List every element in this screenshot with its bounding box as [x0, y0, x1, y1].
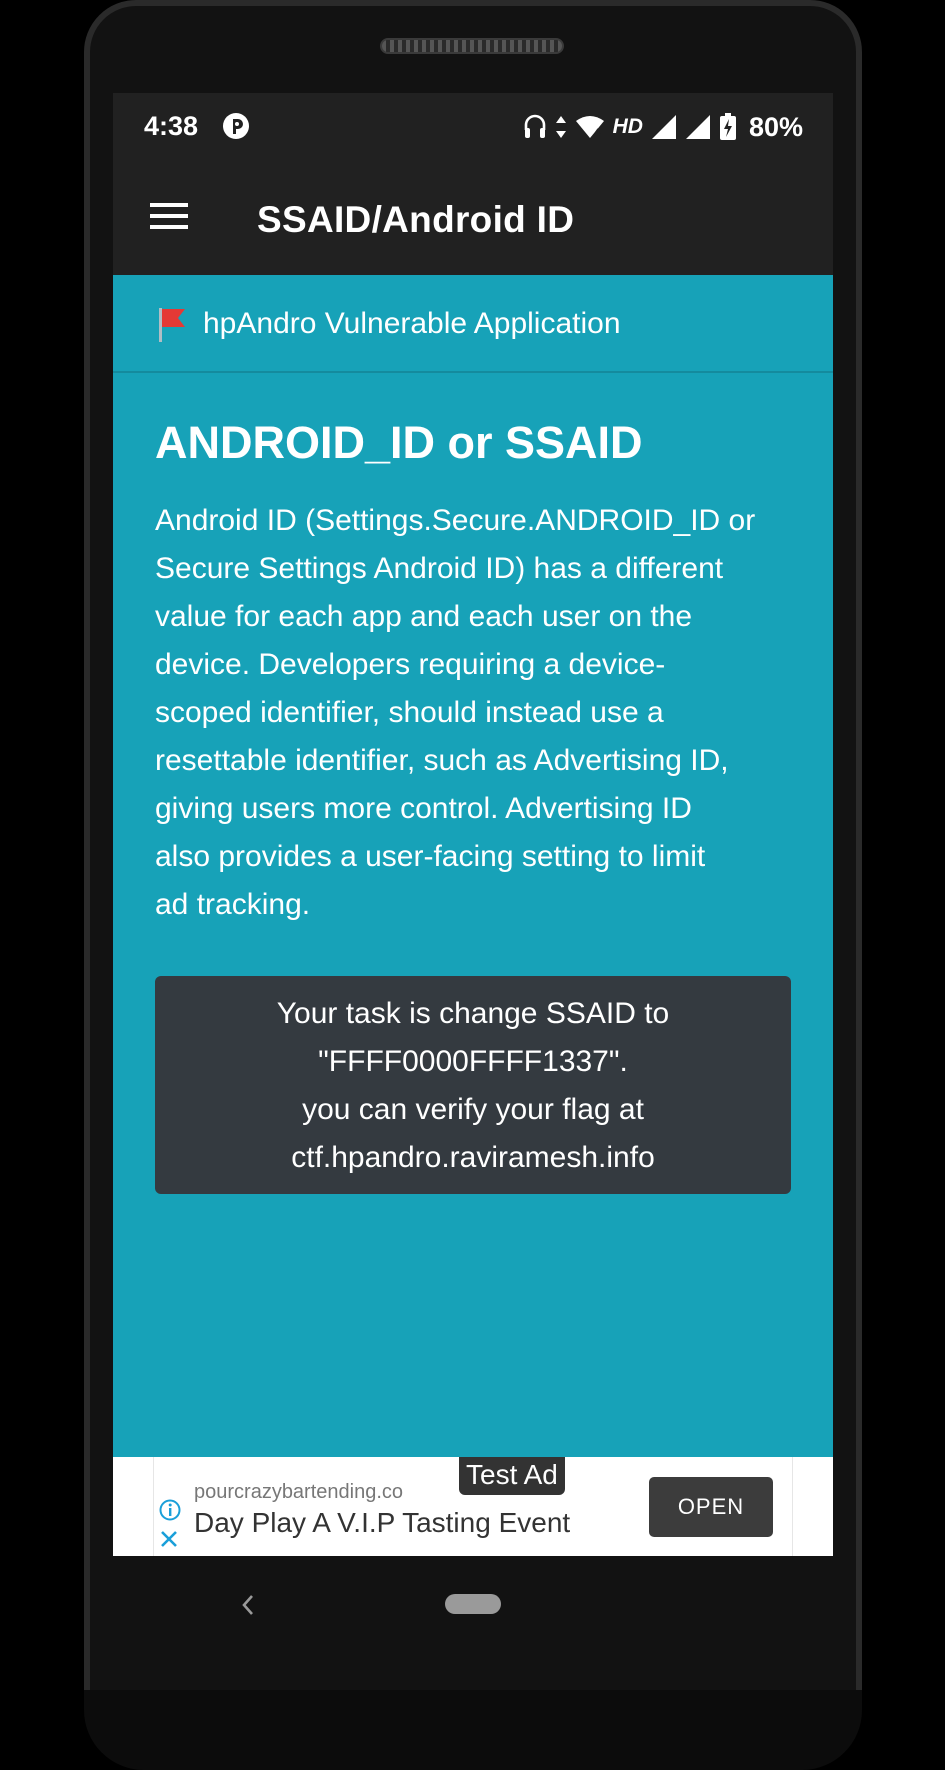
- description-line: also provides a user-facing setting to limit: [155, 840, 706, 873]
- test-ad-label: Test Ad: [459, 1457, 565, 1495]
- app-toolbar: [113, 163, 833, 275]
- task-line: ctf.hpandro.raviramesh.info: [291, 1141, 655, 1174]
- ad-open-button[interactable]: OPEN: [649, 1477, 773, 1537]
- navigation-bar: [113, 1556, 833, 1646]
- notification-app-icon: [221, 111, 251, 141]
- hamburger-menu-icon[interactable]: [150, 201, 188, 231]
- battery-percent: 80%: [748, 111, 803, 142]
- hd-voice-label: HD: [612, 115, 643, 138]
- description-line: Secure Settings Android ID) has a different: [155, 552, 724, 585]
- wifi-icon: [575, 115, 605, 139]
- close-icon[interactable]: [159, 1529, 179, 1549]
- card-description: [155, 497, 795, 929]
- info-icon[interactable]: [159, 1499, 181, 1521]
- ad-banner[interactable]: [113, 1457, 833, 1556]
- signal-strength-icon-1: [651, 114, 677, 140]
- task-alert-box: [155, 976, 791, 1194]
- toolbar-title: SSAID/Android ID: [257, 199, 575, 240]
- ad-headline[interactable]: Day Play A V.I.P Tasting Event: [194, 1507, 571, 1538]
- task-line: "FFFF0000FFFF1337".: [318, 1045, 628, 1078]
- data-arrows-icon: [555, 114, 567, 140]
- phone-screen: [113, 93, 833, 1556]
- home-pill-button[interactable]: [445, 1594, 501, 1614]
- back-chevron-icon[interactable]: [241, 1594, 255, 1616]
- description-line: ad tracking.: [155, 888, 311, 921]
- task-line: Your task is change SSAID to: [276, 997, 670, 1030]
- description-line: device. Developers requiring a device-: [155, 648, 666, 681]
- phone-frame-bottom: [84, 1690, 862, 1770]
- description-line: giving users more control. Advertising ID: [155, 792, 692, 825]
- status-icons: [523, 109, 803, 145]
- ad-domain: pourcrazybartending.co: [194, 1481, 404, 1503]
- status-bar: [113, 93, 833, 163]
- wifi-network-label: 4: [593, 127, 600, 139]
- description-line: Android ID (Settings.Secure.ANDROID_ID or: [155, 504, 756, 537]
- description-line: value for each app and each user on the: [155, 600, 693, 633]
- ad-content: [153, 1457, 793, 1556]
- phone-speaker-grille: [380, 38, 564, 54]
- status-time: 4:38: [144, 111, 199, 141]
- task-line: you can verify your flag at: [302, 1093, 644, 1126]
- content-card: [113, 275, 833, 1457]
- signal-strength-icon-2: [685, 114, 711, 140]
- headphones-icon: [523, 113, 547, 141]
- description-line: scoped identifier, should instead use a: [155, 696, 664, 729]
- card-header-text: hpAndro Vulnerable Application: [203, 307, 621, 340]
- card-header: [113, 275, 833, 373]
- battery-charging-icon: [719, 113, 737, 141]
- card-title: ANDROID_ID or SSAID: [155, 417, 643, 468]
- red-flag-icon: [157, 306, 187, 342]
- description-line: resettable identifier, such as Advertising ID,: [155, 744, 729, 777]
